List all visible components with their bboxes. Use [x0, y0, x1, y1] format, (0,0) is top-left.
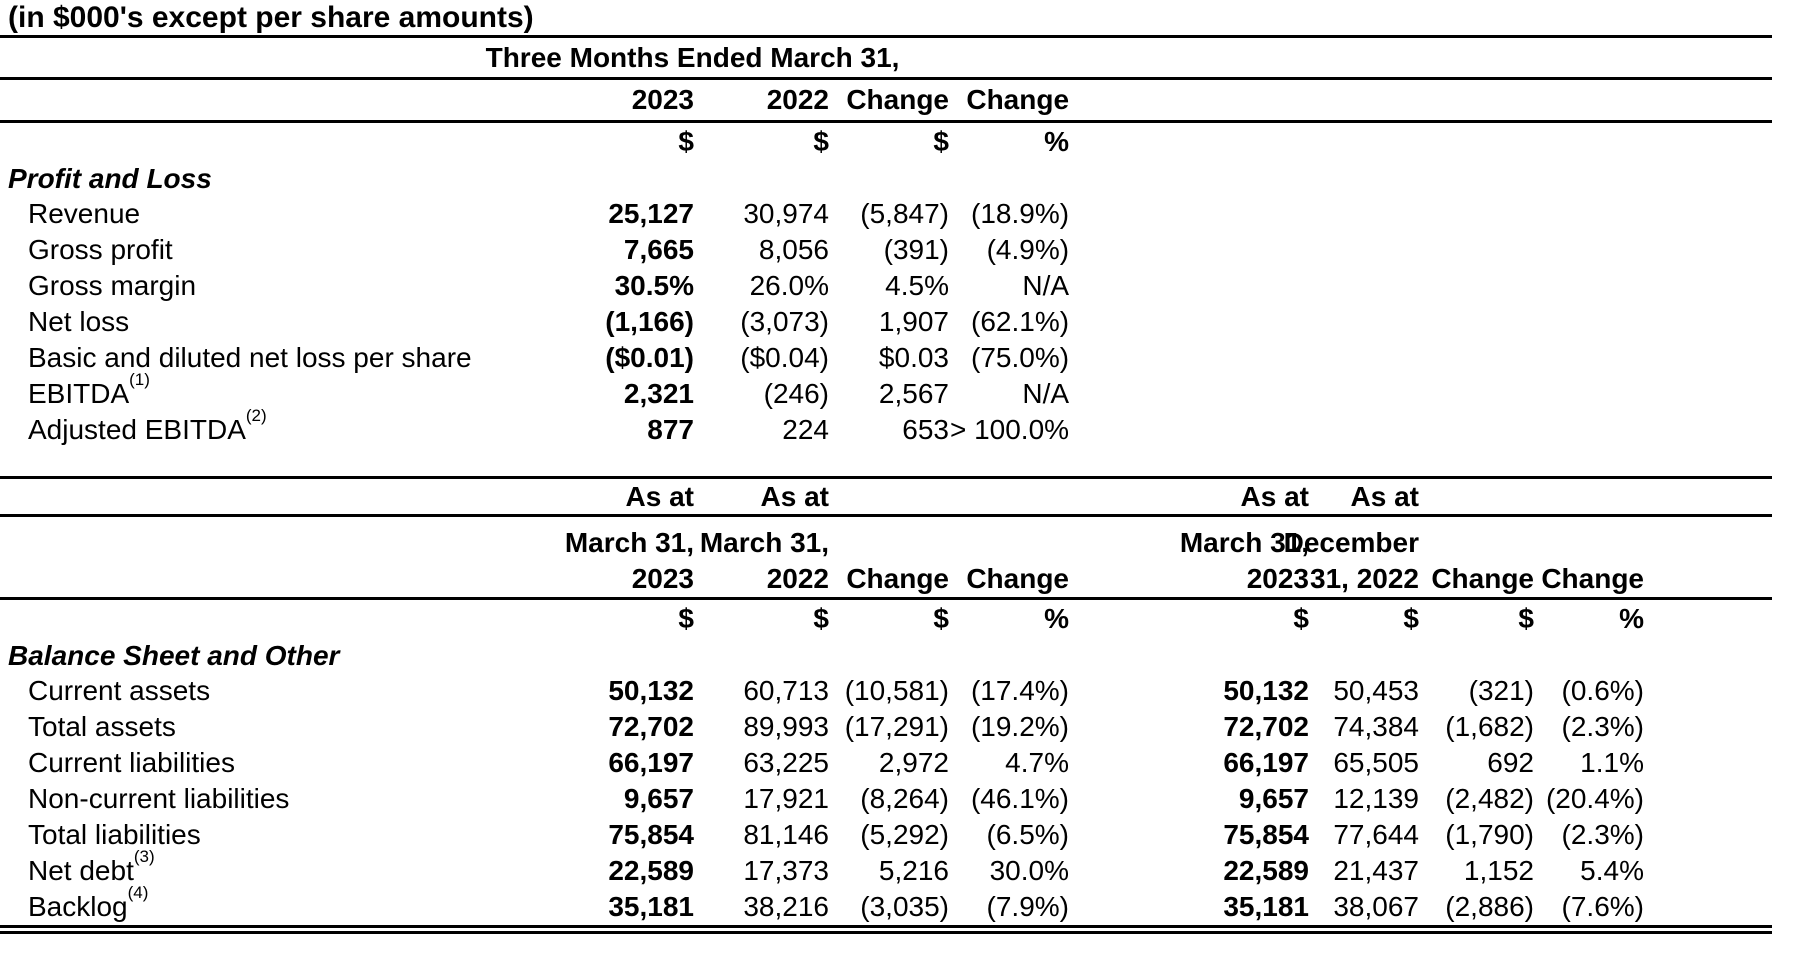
spacer-cell: [1650, 478, 1772, 516]
unit-header: $: [813, 126, 829, 157]
value-cell: 38,067: [1333, 891, 1419, 922]
col-header-change-pct: Change: [966, 84, 1070, 115]
row-label: Non-current liabilities: [28, 783, 290, 814]
value-cell: (321): [1468, 675, 1534, 706]
date-col-header: March 31, 2023: [1179, 527, 1309, 594]
value-cell: 50,132: [1223, 675, 1309, 706]
value-cell: 17,921: [743, 783, 829, 814]
unit-header: %: [1044, 126, 1070, 157]
row-label: Backlog: [28, 891, 128, 922]
spacer-cell: [1075, 781, 1095, 817]
section-header: Balance Sheet and Other: [8, 640, 340, 671]
value-cell: (8,264): [860, 783, 949, 814]
table-row: [0, 781, 1772, 817]
spacer-cell: [0, 38, 310, 79]
row-label: Basic and diluted net loss per share: [28, 342, 472, 373]
spacer-cell: [0, 79, 310, 122]
spacer-cell: [1075, 516, 1095, 599]
value-cell: (10,581): [844, 675, 949, 706]
as-at-header: As at: [1350, 481, 1419, 512]
table-row: [0, 232, 1772, 268]
table-row: [0, 38, 1772, 79]
unit-header: $: [1403, 603, 1419, 634]
value-cell: 35,181: [1223, 891, 1309, 922]
table-row: [0, 709, 1772, 745]
value-cell: 4.5%: [885, 270, 949, 301]
unit-header: $: [1518, 603, 1534, 634]
row-label: Total assets: [28, 711, 176, 742]
row-label: Net loss: [28, 306, 130, 337]
value-cell: 12,139: [1333, 783, 1419, 814]
col-header-change: Change: [846, 563, 949, 594]
value-cell: 35,181: [608, 891, 694, 922]
date-col-header: March 31, 2022: [699, 527, 829, 594]
spacer-cell: [0, 122, 310, 162]
footnote-ref: (1): [129, 370, 150, 390]
table-row: [0, 79, 1772, 122]
table-row: [0, 122, 1772, 162]
spacer-cell: [1650, 599, 1772, 639]
value-cell: 50,453: [1333, 675, 1419, 706]
spacer-cell: [1650, 709, 1772, 745]
unit-header: $: [1293, 603, 1309, 634]
spacer-cell: [1075, 196, 1772, 232]
unit-header: $: [678, 126, 694, 157]
spacer-cell: [1075, 817, 1095, 853]
value-cell: 7,665: [623, 234, 694, 265]
row-label: Adjusted EBITDA: [28, 414, 246, 445]
spacer-cell: [1540, 478, 1650, 516]
footnote-ref: (2): [245, 406, 267, 426]
value-cell: 2,972: [878, 747, 949, 778]
value-cell: 2,321: [623, 378, 694, 409]
as-at-header: As at: [1240, 481, 1309, 512]
as-at-header: As at: [760, 481, 829, 512]
spacer-cell: [1650, 673, 1772, 709]
value-cell: 1.1%: [1580, 747, 1644, 778]
table-row: [0, 340, 1772, 376]
value-cell: 50,132: [608, 675, 694, 706]
value-cell: 74,384: [1333, 711, 1419, 742]
value-cell: 1,907: [878, 306, 949, 337]
value-cell: ($0.04): [740, 342, 829, 373]
row-label: EBITDA: [28, 378, 130, 409]
col-header-change: Change: [846, 84, 949, 115]
value-cell: (2,886): [1445, 891, 1534, 922]
value-cell: 224: [782, 414, 829, 445]
col-header-change-pct: Change: [1541, 563, 1644, 594]
table-row: [0, 745, 1772, 781]
spacer-cell: [1650, 889, 1772, 930]
table-row: [0, 412, 1772, 448]
table-row: [0, 478, 1772, 516]
section-header: Profit and Loss: [8, 163, 212, 194]
value-cell: 30.5%: [614, 270, 694, 301]
value-cell: 25,127: [608, 198, 694, 229]
table-row: [0, 268, 1772, 304]
table-row: [0, 889, 1772, 930]
value-cell: (0.6%): [1561, 675, 1644, 706]
table-row: [0, 196, 1772, 232]
value-cell: N/A: [1022, 270, 1070, 301]
spacer-cell: [1650, 853, 1772, 889]
spacer-cell: [1075, 38, 1772, 79]
unit-header: $: [813, 603, 829, 634]
footnote-ref: (4): [127, 883, 149, 903]
table-row: [0, 853, 1772, 889]
value-cell: 8,056: [758, 234, 829, 265]
col-header-2022: 2022: [766, 84, 829, 115]
col-header-change: Change: [1431, 563, 1534, 594]
table-row: [0, 304, 1772, 340]
value-cell: (2,482): [1445, 783, 1534, 814]
value-cell: 72,702: [608, 711, 694, 742]
value-cell: 26.0%: [749, 270, 829, 301]
spacer-cell: [1075, 412, 1772, 448]
spacer-cell: [1075, 340, 1772, 376]
table-row: [0, 673, 1772, 709]
value-cell: ($0.01): [605, 342, 694, 373]
spacer-cell: [0, 516, 310, 599]
unit-header: %: [1044, 603, 1069, 634]
value-cell: 9,657: [1238, 783, 1309, 814]
income-statement-table: [0, 38, 1772, 448]
value-cell: 66,197: [608, 747, 694, 778]
value-cell: (20.4%): [1545, 783, 1644, 814]
table-row: [0, 161, 1772, 196]
spacer-cell: [0, 599, 310, 639]
unit-header: %: [1619, 603, 1644, 634]
table-row: [0, 599, 1772, 639]
value-cell: (2.3%): [1561, 819, 1644, 850]
value-cell: 89,993: [743, 711, 829, 742]
value-cell: 60,713: [743, 675, 829, 706]
value-cell: (19.2%): [970, 711, 1069, 742]
spacer-cell: [1075, 745, 1095, 781]
col-header-change-pct: Change: [966, 563, 1069, 594]
date-col-header: December 31, 2022: [1283, 527, 1419, 594]
value-cell: 5.4%: [1580, 855, 1644, 886]
row-label: Current liabilities: [28, 747, 235, 778]
spacer-cell: [1075, 853, 1095, 889]
value-cell: 81,146: [743, 819, 829, 850]
unit-header: $: [933, 603, 949, 634]
value-cell: 877: [647, 414, 694, 445]
spacer-cell: [1075, 376, 1772, 412]
unit-header: $: [678, 603, 694, 634]
value-cell: (246): [763, 378, 829, 409]
spacer-cell: [1075, 709, 1095, 745]
value-cell: 75,854: [608, 819, 694, 850]
value-cell: (62.1%): [971, 306, 1070, 337]
row-label: Gross margin: [28, 270, 197, 301]
value-cell: 2,567: [878, 378, 949, 409]
value-cell: (4.9%): [986, 234, 1070, 265]
value-cell: 22,589: [608, 855, 694, 886]
value-cell: (2.3%): [1561, 711, 1644, 742]
value-cell: 653: [902, 414, 949, 445]
row-label: Net debt: [28, 855, 134, 886]
value-cell: 9,657: [623, 783, 694, 814]
spacer-cell: [1075, 889, 1095, 930]
value-cell: 4.7%: [1005, 747, 1069, 778]
spacer-cell: [1650, 745, 1772, 781]
balance-sheet-table: [0, 476, 1772, 934]
page-title: (in $000's except per share amounts): [0, 0, 1772, 38]
value-cell: 72,702: [1223, 711, 1309, 742]
table-row: [0, 516, 1772, 599]
value-cell: (75.0%): [971, 342, 1070, 373]
value-cell: 75,854: [1223, 819, 1309, 850]
spacer-cell: [955, 478, 1075, 516]
spacer-cell: [1075, 304, 1772, 340]
spacer-cell: [1425, 478, 1540, 516]
value-cell: N/A: [1022, 378, 1070, 409]
value-cell: 66,197: [1223, 747, 1309, 778]
spacer-cell: [1650, 516, 1772, 599]
value-cell: (17,291): [844, 711, 949, 742]
date-col-header: March 31, 2023: [564, 527, 694, 594]
spacer-cell: [1075, 478, 1095, 516]
value-cell: (1,790): [1445, 819, 1534, 850]
value-cell: (17.4%): [970, 675, 1069, 706]
value-cell: $0.03: [878, 342, 949, 373]
value-cell: (7.6%): [1561, 891, 1644, 922]
value-cell: 5,216: [878, 855, 949, 886]
value-cell: 30,974: [743, 198, 829, 229]
table-gap: [0, 448, 1800, 476]
value-cell: 77,644: [1333, 819, 1419, 850]
row-label: Total liabilities: [28, 819, 201, 850]
value-cell: (5,847): [860, 198, 949, 229]
table-row: [0, 638, 1772, 673]
spacer-cell: [835, 478, 955, 516]
value-cell: 30.0%: [989, 855, 1069, 886]
value-cell: (18.9%): [971, 198, 1070, 229]
as-at-header: As at: [625, 481, 694, 512]
spacer-cell: [1650, 781, 1772, 817]
value-cell: 65,505: [1333, 747, 1419, 778]
spacer-cell: [1650, 817, 1772, 853]
spacer-cell: [1075, 673, 1095, 709]
value-cell: 21,437: [1333, 855, 1419, 886]
spacer-cell: [1075, 79, 1772, 122]
unit-header: $: [933, 126, 949, 157]
value-cell: (7.9%): [986, 891, 1069, 922]
value-cell: 38,216: [743, 891, 829, 922]
value-cell: (5,292): [860, 819, 949, 850]
spacer-cell: [1075, 232, 1772, 268]
period-header: Three Months Ended March 31,: [485, 42, 900, 73]
value-cell: (391): [883, 234, 949, 265]
col-header-2023: 2023: [631, 84, 694, 115]
spacer-cell: [0, 478, 310, 516]
value-cell: > 100.0%: [949, 414, 1070, 445]
spacer-cell: [1075, 122, 1772, 162]
value-cell: 692: [1487, 747, 1534, 778]
spacer-cell: [1075, 268, 1772, 304]
row-label: Current assets: [28, 675, 211, 706]
row-label: Revenue: [28, 198, 141, 229]
value-cell: (3,035): [860, 891, 949, 922]
value-cell: 17,373: [743, 855, 829, 886]
footnote-ref: (3): [133, 847, 155, 867]
spacer-cell: [1075, 599, 1095, 639]
value-cell: (1,166): [605, 306, 694, 337]
row-label: Gross profit: [28, 234, 173, 265]
table-row: [0, 817, 1772, 853]
value-cell: (6.5%): [986, 819, 1069, 850]
value-cell: 63,225: [743, 747, 829, 778]
value-cell: (3,073): [740, 306, 829, 337]
value-cell: (46.1%): [970, 783, 1069, 814]
value-cell: (1,682): [1445, 711, 1534, 742]
value-cell: 1,152: [1463, 855, 1534, 886]
value-cell: 22,589: [1223, 855, 1309, 886]
